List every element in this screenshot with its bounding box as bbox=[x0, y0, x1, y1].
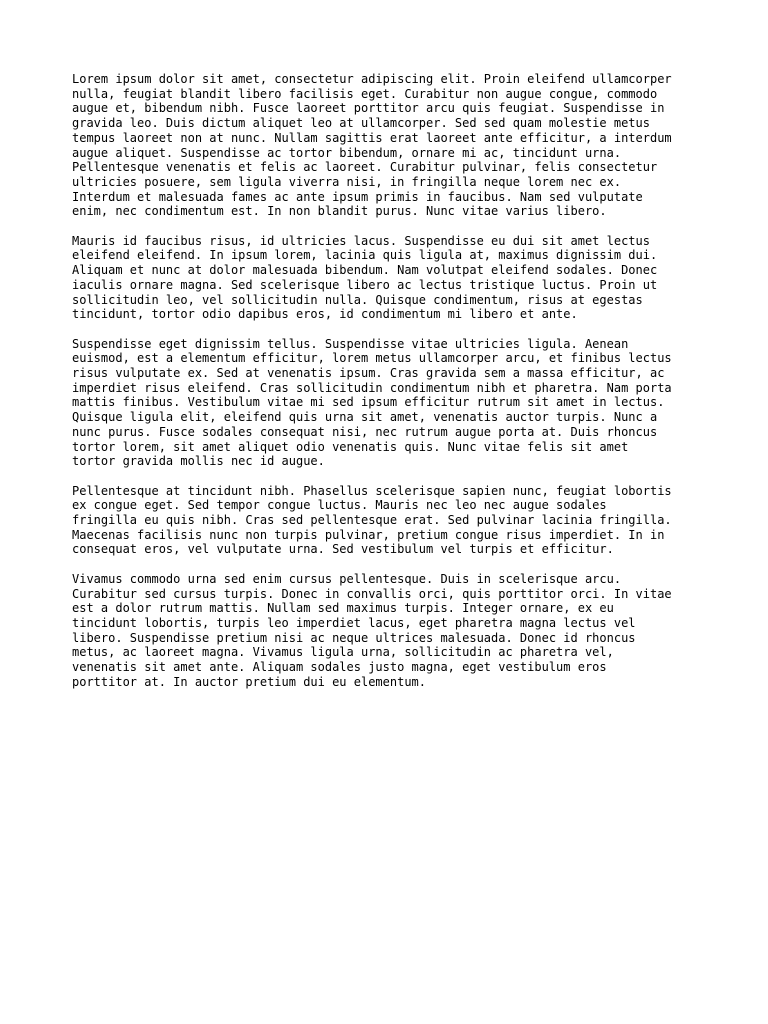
paragraph-5: Vivamus commodo urna sed enim cursus pellentesque. Duis in scelerisque arcu. Curabitur sed cursus turpis. Donec in convallis orci, quis porttitor orci. In vitae est a dolor rutrum mattis. Nullam sed maximus turpis. Integer ornare, ex eu tincidunt lobortis, turpis leo imperdiet lacus, eget pharetra magna lectus vel libero. Suspendisse pretium nisi ac neque ultrices malesuada. Donec id rhoncus metus, ac laoreet magna. Vivamus ligula urna, sollicitudin ac pharetra vel, venenatis sit amet ante. Aliquam sodales justo magna, eget vestibulum eros porttitor at. In auctor pretium dui eu elementum. bbox=[72, 571, 672, 689]
document-body bbox=[72, 72, 702, 704]
paragraph-3: Suspendisse eget dignissim tellus. Suspendisse vitae ultricies ligula. Aenean euismod, est a elementum efficitur, lorem metus ullamcorper arcu, et finibus lectus risus vulputate ex. Sed at venenatis ipsum. Cras gravida sem a massa efficitur, ac imperdiet risus eleifend. Cras sollicitudin condimentum nibh et pharetra. Nam porta mattis finibus. Vestibulum vitae mi sed ipsum efficitur rutrum sit amet in lectus. Quisque ligula elit, eleifend quis urna sit amet, venenatis auctor turpis. Nunc a nunc purus. Fusce sodales consequat nisi, nec rutrum augue porta at. Duis rhoncus tortor lorem, sit amet aliquet odio venenatis quis. Nunc vitae felis sit amet tortor gravida mollis nec id augue. bbox=[72, 336, 672, 469]
paragraph-2: Mauris id faucibus risus, id ultricies lacus. Suspendisse eu dui sit amet lectus eleifend eleifend. In ipsum lorem, lacinia quis ligula at, maximus dignissim dui. Aliquam et nunc at dolor malesuada bibendum. Nam volutpat eleifend sodales. Donec iaculis ornare magna. Sed scelerisque libero ac lectus tristique luctus. Proin ut sollicitudin leo, vel sollicitudin nulla. Quisque condimentum, risus at egestas tincidunt, tortor odio dapibus eros, id condimentum mi libero et ante. bbox=[72, 233, 658, 322]
paragraph-1: Lorem ipsum dolor sit amet, consectetur adipiscing elit. Proin eleifend ullamcorper nulla, feugiat blandit libero facilisis eget. Curabitur non augue congue, commodo augue et, bibendum nibh. Fusce laoreet porttitor arcu quis feugiat. Suspendisse in gravida leo. Duis dictum aliquet leo at ullamcorper. Sed sed quam molestie metus tempus laoreet non at nunc. Nullam sagittis erat laoreet ante efficitur, a interdum augue aliquet. Suspendisse ac tortor bibendum, ornare mi ac, tincidunt urna. Pellentesque venenatis et felis ac laoreet. Curabitur pulvinar, felis consectetur ultricies posuere, sem ligula viverra nisi, in fringilla neque lorem nec ex. Interdum et malesuada fames ac ante ipsum primis in faucibus. Nam sed vulputate enim, nec condimentum est. In non blandit purus. Nunc vitae varius libero. bbox=[72, 72, 672, 219]
paragraph-4: Pellentesque at tincidunt nibh. Phasellus scelerisque sapien nunc, feugiat lobortis ex congue eget. Sed tempor congue luctus. Mauris nec leo nec augue sodales fringilla eu quis nibh. Cras sed pellentesque erat. Sed pulvinar lacinia fringilla. Maecenas facilisis nunc non turpis pulvinar, pretium congue risus imperdiet. In in consequat eros, vel vulputate urna. Sed vestibulum vel turpis et efficitur. bbox=[72, 483, 672, 557]
